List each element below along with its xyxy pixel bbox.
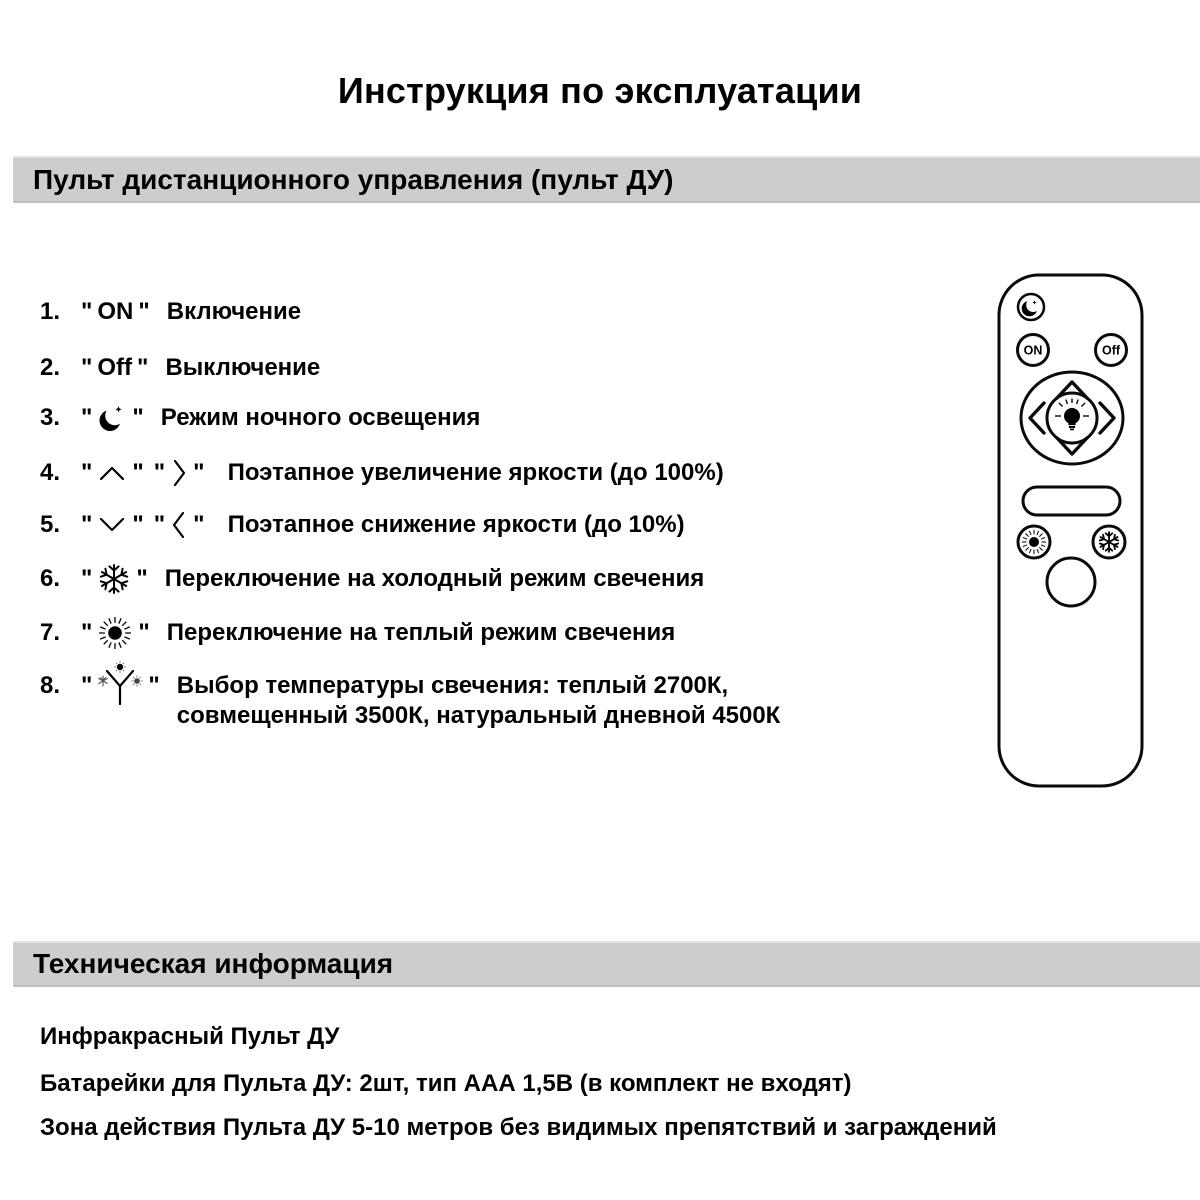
quote-mark: " <box>81 459 93 486</box>
instruction-item-4 <box>40 458 724 488</box>
item-description: Включение <box>166 298 302 325</box>
chevron-up-icon <box>97 463 127 483</box>
item-number: 2. <box>40 354 61 381</box>
item-number: 7. <box>40 619 61 646</box>
quote-mark: " <box>81 404 93 431</box>
page-title: Инструкция по эксплуатации <box>337 70 863 111</box>
item-description-line1: Выбор температуры свечения: теплый 2700К, <box>176 672 729 699</box>
quote-mark: " <box>132 404 144 431</box>
quote-mark: " <box>81 354 93 381</box>
svg-text:ON: ON <box>1023 343 1043 358</box>
on-button <box>1018 335 1049 366</box>
quote-mark: " <box>136 565 148 592</box>
quote-mark: " <box>81 565 93 592</box>
tech-info-line: Зона действия Пульта ДУ 5-10 метров без видимых препятствий и заграждений <box>40 1114 997 1141</box>
chevron-down-icon <box>97 515 127 535</box>
crescent-moon-icon <box>97 402 127 434</box>
quote-mark: " <box>137 354 149 381</box>
quote-mark: " <box>138 298 150 325</box>
snowflake-icon <box>97 562 131 596</box>
off-label: Off <box>97 354 133 381</box>
svg-text:Off: Off <box>1101 343 1121 358</box>
item-number: 1. <box>40 298 61 325</box>
item-description: Поэтапное увеличение яркости (до 100%) <box>227 459 724 486</box>
item-number: 6. <box>40 565 61 592</box>
item-description-line2: совмещенный 3500К, натуральный дневной 4500К <box>176 702 781 729</box>
item-description: Переключение на теплый режим свечения <box>166 619 676 646</box>
section-heading-remote <box>13 156 1200 203</box>
tech-info-line: Батарейки для Пульта ДУ: 2шт, тип ААА 1,5В (в комплект не входят) <box>40 1070 852 1097</box>
item-description: Режим ночного освещения <box>160 404 481 431</box>
quote-mark: " <box>81 298 93 325</box>
temperature-select-icon <box>97 660 143 708</box>
instruction-item-1 <box>40 297 301 327</box>
item-number: 5. <box>40 511 61 538</box>
chevron-left-icon <box>170 509 188 541</box>
round-button <box>1047 558 1095 606</box>
quote-mark: " <box>153 459 166 486</box>
cold-mode-button <box>1093 526 1125 558</box>
on-label: ON <box>97 298 134 325</box>
quote-mark: " <box>132 511 144 538</box>
quote-mark: " <box>81 672 93 699</box>
item-description <box>177 671 781 731</box>
instruction-item-5 <box>40 510 685 540</box>
tech-info-line: Инфракрасный Пульт ДУ <box>40 1023 340 1050</box>
section-heading-remote-label: Пульт дистанционного управления (пульт ДУ) <box>33 163 674 195</box>
item-description: Выключение <box>165 354 321 381</box>
night-mode-button <box>1018 294 1044 320</box>
pill-button <box>1023 487 1120 515</box>
quote-mark: " <box>138 619 150 646</box>
instruction-item-6 <box>40 564 704 594</box>
off-button <box>1096 335 1127 366</box>
section-heading-tech <box>13 941 1200 987</box>
quote-mark: " <box>153 511 166 538</box>
quote-mark: " <box>81 511 93 538</box>
quote-mark: " <box>148 672 160 699</box>
instruction-item-8 <box>40 671 781 729</box>
item-number: 8. <box>40 672 61 699</box>
quote-mark: " <box>81 619 93 646</box>
quote-mark: " <box>193 459 205 486</box>
remote-control-illustration <box>988 268 1148 798</box>
instruction-item-7 <box>40 618 675 648</box>
quote-mark: " <box>193 511 205 538</box>
brightness-dpad <box>1021 372 1123 464</box>
quote-mark: " <box>132 459 144 486</box>
item-number: 4. <box>40 459 61 486</box>
instruction-item-2 <box>40 353 320 383</box>
instruction-item-3 <box>40 403 480 433</box>
item-description: Поэтапное снижение яркости (до 10%) <box>227 511 685 538</box>
sun-icon <box>97 615 133 651</box>
chevron-right-icon <box>170 457 188 489</box>
item-description: Переключение на холодный режим свечения <box>164 565 705 592</box>
warm-mode-button <box>1018 526 1050 558</box>
item-number: 3. <box>40 404 61 431</box>
section-heading-tech-label: Техническая информация <box>33 948 394 979</box>
